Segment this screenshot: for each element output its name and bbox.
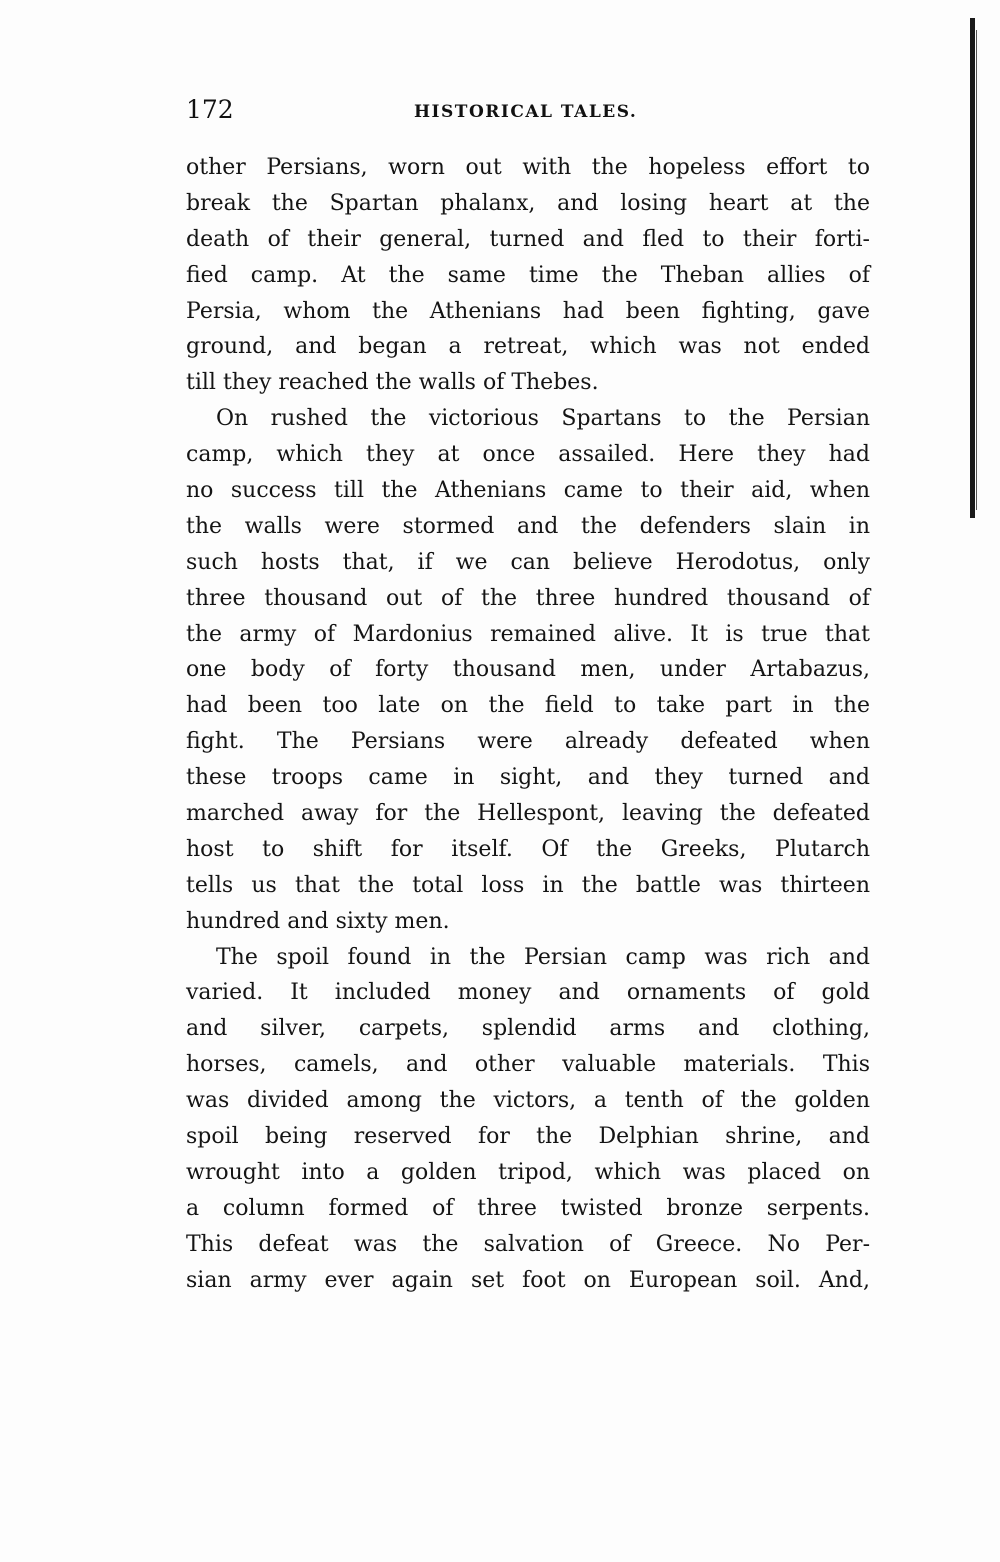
text-line: the walls were stormed and the defenders slain in (186, 513, 870, 539)
text-line: marched away for the Hellespont, leaving the defeated (186, 801, 870, 827)
text-line: wrought into a golden tripod, which was placed on (186, 1159, 870, 1185)
text-line: break the Spartan phalanx, and losing heart at the (186, 190, 870, 216)
text-line: the army of Mardonius remained alive. It is true that (186, 621, 870, 647)
scan-edge-mark (970, 18, 975, 518)
text-line: tells us that the total loss in the battle was thirteen (186, 872, 870, 898)
text-line: varied. It included money and ornaments of gold (186, 980, 870, 1006)
text-line: Persia, whom the Athenians had been fighting, gave (186, 298, 870, 324)
text-line: host to shift for itself. Of the Greeks, Plutarch (186, 836, 870, 862)
text-line: hundred and sixty men. (186, 908, 450, 934)
page-number: 172 (186, 95, 234, 124)
text-line: one body of forty thousand men, under Artabazus, (186, 657, 870, 683)
text-line: such hosts that, if we can believe Herodotus, only (186, 549, 870, 575)
text-line: no success till the Athenians came to their aid, when (186, 478, 870, 504)
running-head-title: HISTORICAL TALES. (414, 102, 638, 122)
text-line: was divided among the victors, a tenth of the golden (186, 1088, 870, 1114)
text-line: death of their general, turned and fled to their forti- (186, 226, 870, 252)
scan-edge-line (976, 30, 977, 510)
text-line: other Persians, worn out with the hopeless effort to (186, 155, 870, 180)
text-line: On rushed the victorious Spartans to the Persian (216, 406, 870, 432)
running-head (186, 93, 870, 133)
text-line: sian army ever again set foot on European soil. And, (186, 1267, 870, 1293)
text-line: fied camp. At the same time the Theban allies of (186, 262, 870, 288)
text-line: a column formed of three twisted bronze serpents. (186, 1195, 870, 1221)
text-line: ground, and began a retreat, which was not ended (186, 334, 870, 360)
text-line: spoil being reserved for the Delphian shrine, and (186, 1124, 870, 1150)
text-line: till they reached the walls of Thebes. (186, 370, 599, 396)
text-line: This defeat was the salvation of Greece. No Per- (186, 1231, 870, 1257)
text-line: camp, which they at once assailed. Here they had (186, 442, 870, 468)
text-line: and silver, carpets, splendid arms and clothing, (186, 1016, 870, 1042)
text-line: had been too late on the field to take part in the (186, 693, 870, 719)
text-line: these troops came in sight, and they turned and (186, 765, 870, 791)
text-line: three thousand out of the three hundred thousand of (186, 585, 870, 611)
text-line: fight. The Persians were already defeated when (186, 729, 870, 755)
text-line: The spoil found in the Persian camp was rich and (216, 944, 870, 970)
body-text (186, 150, 870, 1299)
text-line: horses, camels, and other valuable materials. This (186, 1052, 870, 1078)
